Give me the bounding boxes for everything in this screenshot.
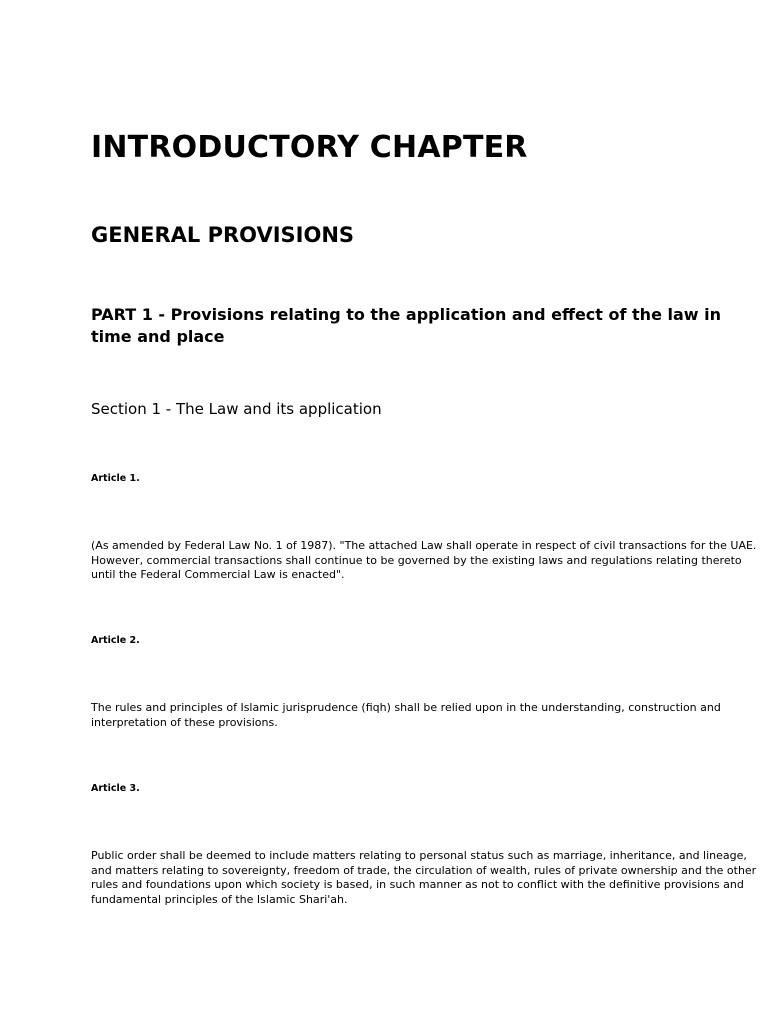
article-1-title: Article 1. [91,473,140,484]
article-3-title: Article 3. [91,783,140,794]
article-1-text: (As amended by Federal Law No. 1 of 1987). "The attached Law shall operate in respect of civil transactions for the UAE. However, commercial transactions shall continue to be governed by the existing laws and regulations relating thereto until the Federal Commercial Law is enacted". [91,539,757,581]
article-3-text: Public order shall be deemed to include matters relating to personal status such as marriage, inheritance, and lineage, and matters relating to sovereignty, freedom of trade, the circulation of wealth, rules of private ownership and the other rules and foundations upon which society is based, in such manner as not to conflict with the definitive provisions and fundamental principles of the Islamic Shari'ah. [91,849,757,906]
part-title: PART 1 - Provisions relating to the application and effect of the law in time and place [91,305,721,346]
section-title: Section 1 - The Law and its application [91,400,382,418]
article-2-title: Article 2. [91,635,140,646]
provisions-title: GENERAL PROVISIONS [91,223,355,247]
article-2-text: The rules and principles of Islamic jurisprudence (fiqh) shall be relied upon in the understanding, construction and interpretation of these provisions. [91,701,721,729]
chapter-title: INTRODUCTORY CHAPTER [91,130,528,165]
